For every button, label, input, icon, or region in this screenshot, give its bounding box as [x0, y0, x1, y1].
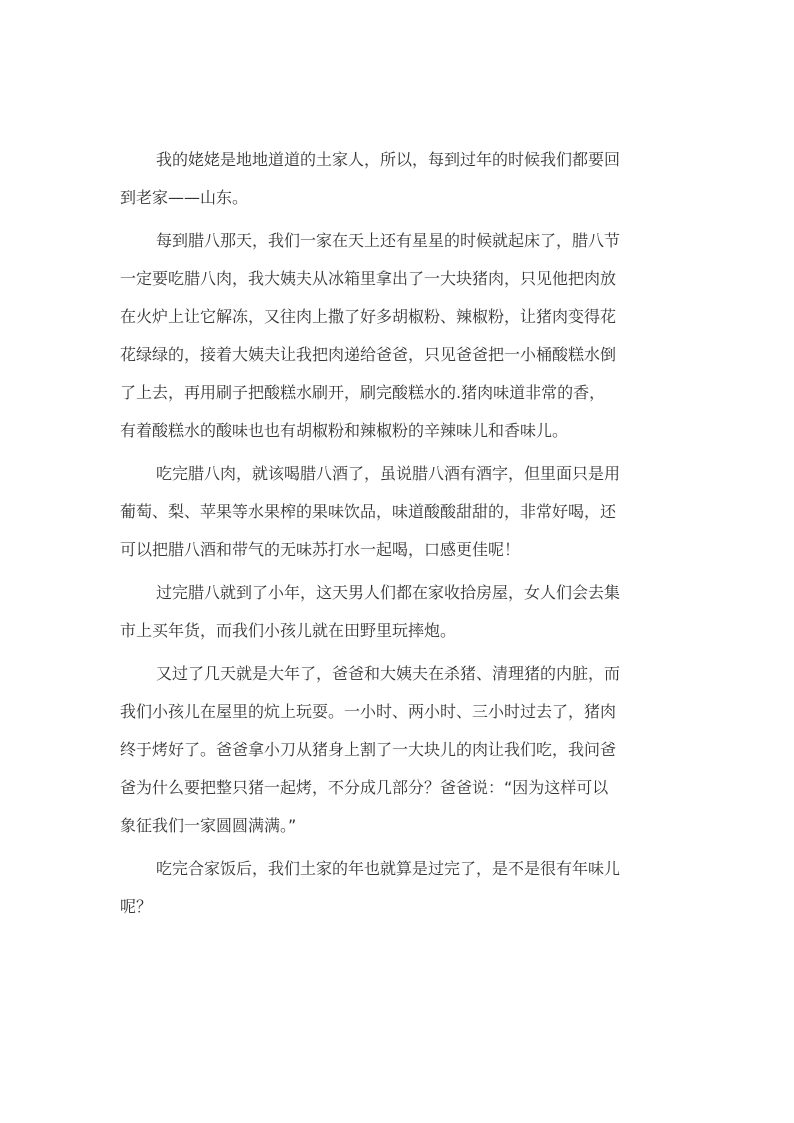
paragraph-line: 吃完合家饭后，我们土家的年也就算是过完了，是不是很有年味儿	[156, 859, 621, 878]
paragraph-line: 终于烤好了。爸爸拿小刀从猪身上割了一大块儿的肉让我们吃，我问爸	[120, 740, 617, 759]
paragraph-5	[120, 657, 680, 843]
paragraph-4	[120, 576, 680, 648]
paragraph-line: 葡萄、梨、苹果等水果榨的果味饮品，味道酸酸甜甜的，非常好喝，还	[120, 502, 617, 521]
paragraph-line: 一定要吃腊八肉，我大姨夫从冰箱里拿出了一大块猪肉，只见他把肉放	[120, 269, 617, 288]
paragraph-line: 花绿绿的，接着大姨夫让我把肉递给爸爸，只见爸爸把一小桶酸糕水倒	[120, 345, 617, 364]
paragraph-6	[120, 852, 680, 924]
paragraph-line: 过完腊八就到了小年，这天男人们都在家收拾房屋，女人们会去集	[156, 583, 621, 602]
paragraph-line: 每到腊八那天，我们一家在天上还有星星的时候就起床了，腊八节	[156, 231, 621, 250]
paragraph-line: 有着酸糕水的酸味也也有胡椒粉和辣椒粉的辛辣味儿和香味儿。	[120, 421, 569, 440]
paragraph-line: 我们小孩儿在屋里的炕上玩耍。一小时、两小时、三小时过去了，猪肉	[120, 702, 617, 721]
paragraph-line: 可以把腊八酒和带气的无味苏打水一起喝，口感更佳呢！	[120, 540, 521, 559]
paragraph-line: 又过了几天就是大年了，爸爸和大姨夫在杀猪、清理猪的内脏，而	[156, 664, 621, 683]
paragraph-line: 了上去，再用刷子把酸糕水刷开，刷完酸糕水的.猪肉味道非常的香，	[120, 383, 606, 402]
paragraph-line: 象征我们一家圆圆满满。”	[120, 816, 297, 835]
paragraph-3	[120, 457, 680, 567]
paragraph-1	[120, 143, 680, 215]
essay-body	[120, 143, 680, 933]
paragraph-line: 呢？	[120, 897, 153, 916]
paragraph-line: 吃完腊八肉，就该喝腊八酒了，虽说腊八酒有酒字，但里面只是用	[156, 464, 621, 483]
paragraph-line: 市上买年货，而我们小孩儿就在田野里玩摔炮。	[120, 621, 457, 640]
paragraph-line: 在火炉上让它解冻，又往肉上撒了好多胡椒粉、辣椒粉，让猪肉变得花	[120, 307, 617, 326]
paragraph-line: 爸为什么要把整只猪一起烤，不分成几部分？爸爸说：“因为这样可以	[120, 778, 609, 797]
paragraph-line: 到老家——山东。	[120, 188, 249, 207]
paragraph-line: 我的姥姥是地地道道的土家人，所以，每到过年的时候我们都要回	[156, 150, 621, 169]
paragraph-2	[120, 224, 680, 448]
